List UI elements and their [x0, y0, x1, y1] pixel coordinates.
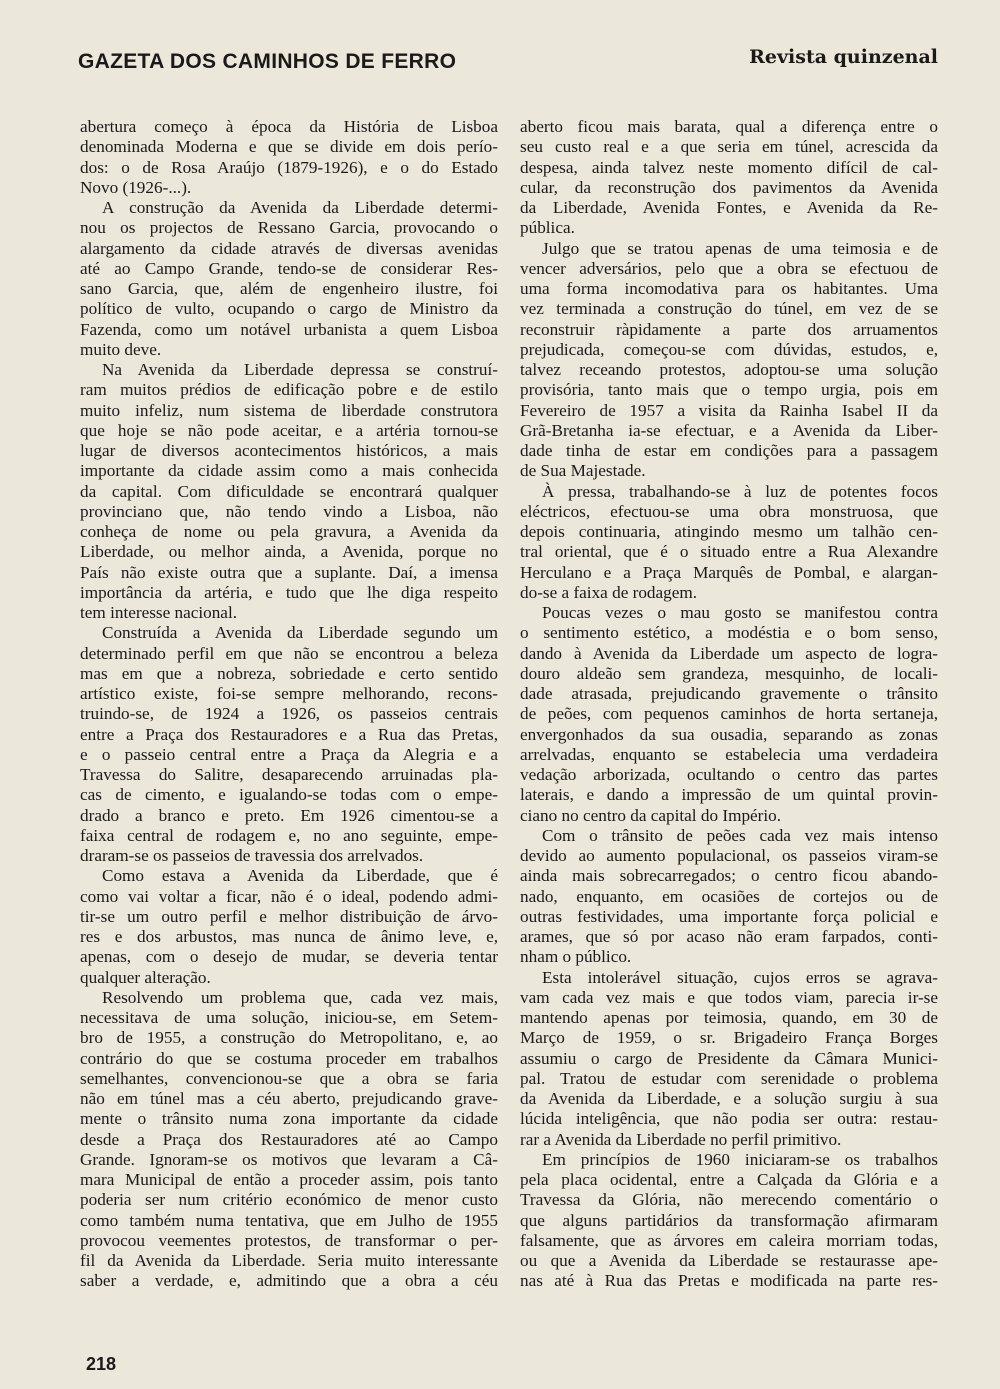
text-line: depois continuaria, atingindo mesmo um talhão cen-: [520, 522, 938, 541]
text-line: saber a verdade, e, admitindo que a obra a céu: [80, 1271, 498, 1291]
text-line: falsamente, que as árvores em caleira morriam todas,: [520, 1230, 938, 1250]
text-line: A construção da Avenida da Liberdade determi-: [102, 198, 498, 217]
text-line: Em princípios de 1960 iniciaram-se os trabalhos: [542, 1149, 938, 1169]
text-line: envergonhados da sua ousadia, separando as zonas: [520, 724, 938, 744]
text-line: Fazenda, como um notável urbanista a quem Lisboa: [80, 319, 498, 339]
text-line: bro de 1955, a construção do Metropolitano, e, ao: [80, 1028, 498, 1048]
text-line: que hoje se não pode aceitar, e a artéria tornou-se: [80, 420, 498, 440]
text-line: muito deve.: [80, 339, 162, 359]
text-line: fil da Avenida da Liberdade. Seria muito interessante: [80, 1251, 498, 1270]
text-line: vez terminada a construção do túnel, em vez de se: [520, 299, 938, 319]
text-line: Grande. Ignoram-se os motivos que levaram a Câ-: [80, 1149, 498, 1169]
text-line: provocou veementes protestos, de transformar o per-: [80, 1230, 498, 1250]
text-line: Liberdade, ou melhor ainda, a Avenida, porque no: [80, 542, 498, 562]
text-line: reconstruir ràpidamente a parte dos arruamentos: [520, 319, 938, 339]
text-line: pública.: [520, 218, 575, 238]
text-line: tral oriental, que é o situado entre a Rua Alexandre: [520, 542, 938, 562]
text-line: abertura começo à época da História de Lisboa: [80, 117, 498, 136]
text-line: sano Garcia, que, além de engenheiro ilustre, foi: [80, 279, 498, 298]
text-line: nham o público.: [520, 947, 632, 967]
text-line: lúcida inteligência, que não podia ser outra: restau-: [520, 1109, 938, 1129]
text-line: ou que a Avenida da Liberdade se restaurasse ape-: [520, 1251, 938, 1270]
text-line: da capital. Com dificuldade se encontrará qualquer: [80, 481, 498, 501]
text-line: dando à Avenida da Liberdade um aspecto de logra-: [520, 643, 938, 663]
text-line: Com o trânsito de peões cada vez mais intenso: [542, 825, 938, 845]
right-text-column: [520, 117, 938, 1292]
text-line: Grã-Bretanha ia-se efectuar, e a Avenida da Liber-: [520, 420, 938, 440]
text-line: vedação arborizada, ocultando o centro das partes: [520, 765, 938, 784]
text-line: provinciano que, não tendo vindo a Lisboa, não: [80, 501, 498, 521]
text-line: douro aldeão sem grandeza, mesquinho, de locali-: [520, 663, 938, 683]
text-line: mantendo apenas por teimosia, quando, em 30 de: [520, 1008, 938, 1027]
text-line: Esta intolerável situação, cujos erros se agrava-: [542, 967, 938, 987]
text-line: arrelvadas, enquanto se estabelecia uma verdadeira: [520, 744, 938, 764]
text-line: eléctricos, efectuou-se uma obra monstruosa, que: [520, 501, 938, 521]
text-line: conheça de nome ou pela gravura, a Avenida da: [80, 522, 498, 541]
text-line: Fevereiro de 1957 a visita da Rainha Isabel II da: [520, 400, 938, 420]
text-line: importância da artéria, e tudo que lhe diga respeito: [80, 582, 498, 602]
text-line: mente o trânsito numa zona importante da cidade: [80, 1109, 498, 1129]
text-line: pela placa ocidental, entre a Calçada da Glória e a: [520, 1170, 938, 1189]
text-line: truindo-se, de 1924 a 1926, os passeios centrais: [80, 704, 498, 724]
text-line: faixa central de rodagem e, no ano seguinte, empe-: [80, 825, 498, 845]
text-line: nas até à Rua das Pretas e modificada na parte res-: [520, 1271, 938, 1291]
text-line: não em túnel mas a céu aberto, prejudicando grave-: [80, 1089, 498, 1108]
text-line: muito infeliz, num sistema de liberdade construtora: [80, 400, 498, 420]
text-line: draram-se os passeios de travessia dos arrelvados.: [80, 846, 424, 865]
text-line: desde a Praça dos Restauradores até ao Campo: [80, 1129, 498, 1149]
text-line: da Avenida da Liberdade, e a solução surgiu à sua: [520, 1089, 938, 1108]
text-line: como também numa tentativa, que em Julho de 1955: [80, 1210, 498, 1230]
text-line: até ao Campo Grande, tendo-se de considerar Res-: [80, 258, 498, 278]
text-line: cas de cimento, e igualando-se todas com o empe-: [80, 785, 498, 805]
text-line: poderia ser num critério económico de menor custo: [80, 1190, 498, 1210]
text-line: Poucas vezes o mau gosto se manifestou contra: [542, 603, 938, 622]
text-line: de peões, com pequenos caminhos de horta sertaneja,: [520, 704, 938, 724]
text-line: do-se a faixa de rodagem.: [520, 582, 698, 602]
text-line: Construída a Avenida da Liberdade segundo um: [102, 623, 498, 643]
text-line: Travessa da Glória, não merecendo comentário o: [520, 1190, 938, 1210]
text-line: tir-se um outro perfil e melhor distribuição de árvo-: [80, 906, 498, 926]
text-line: Como estava a Avenida da Liberdade, que é: [102, 866, 498, 886]
text-line: despesa, ainda talvez neste momento difícil de cal-: [520, 157, 938, 177]
text-line: que alguns partidários da transformação afirmaram: [520, 1210, 938, 1230]
text-line: Travessa do Salitre, desaparecendo arruinadas pla-: [80, 765, 498, 784]
text-line: rar a Avenida da Liberdade no perfil primitivo.: [520, 1129, 842, 1149]
text-line: importante da cidade assim como a mais conhecida: [80, 461, 498, 481]
text-line: dade tinha de estar em condições para a passagem: [520, 441, 938, 460]
text-line: Julgo que se tratou apenas de uma teimosia e de: [542, 238, 938, 258]
text-line: ainda mais sobrecarregados; o centro ficou abando-: [520, 866, 938, 886]
text-line: Na Avenida da Liberdade depressa se construí-: [102, 360, 498, 379]
text-line: da Liberdade, Avenida Fontes, e Avenida da Re-: [520, 198, 938, 217]
text-line: semelhantes, convencionou-se que a obra se faria: [80, 1068, 498, 1088]
text-line: determinado perfil em que não se encontrou a beleza: [80, 643, 498, 663]
text-line: qualquer alteração.: [80, 967, 211, 987]
text-line: ciano no centro da capital do Império.: [520, 805, 782, 825]
text-line: talvez receando protestos, adoptou-se uma solução: [520, 360, 938, 379]
text-line: assumiu o cargo de Presidente da Câmara Munici-: [520, 1048, 938, 1068]
text-line: seu custo real e a que seria em túnel, acrescida da: [520, 137, 938, 157]
text-line: vencer adversários, pelo que a obra se efectuou de: [520, 258, 938, 278]
text-line: apenas, com o desejo de mudar, se deveria tentar: [80, 947, 498, 967]
text-line: Resolvendo um problema que, cada vez mais,: [102, 987, 498, 1007]
text-line: res e dos arbustos, mas nunca de ânimo leve, e,: [80, 927, 498, 946]
text-line: aberto ficou mais barata, qual a diferença entre o: [520, 117, 938, 136]
text-line: e o passeio central entre a Praça da Alegria e a: [80, 744, 498, 764]
text-line: necessitava de uma solução, iniciou-se, em Setem-: [80, 1008, 498, 1027]
text-line: À pressa, trabalhando-se à luz de potentes focos: [542, 481, 938, 501]
text-line: entre a Praça dos Restauradores e a Rua das Pretas,: [80, 724, 498, 744]
text-line: provisória, tanto mais que o tempo urgia, pois em: [520, 380, 938, 400]
text-line: País não existe outra que a suplante. Daí, a imensa: [80, 562, 498, 582]
text-line: mas em que a nobreza, sobriedade e certo sentido: [80, 663, 498, 683]
publication-subtitle: Revista quinzenal: [749, 46, 938, 68]
text-line: uma forma incomodativa para os habitantes. Uma: [520, 279, 938, 298]
text-line: Novo (1926-...).: [80, 177, 192, 197]
page-number: 218: [86, 1354, 117, 1374]
text-line: vam cada vez mais e que todos viam, parecia ir-se: [520, 987, 938, 1007]
text-line: nou os projectos de Ressano Garcia, provocando o: [80, 218, 498, 238]
text-line: drado a branco e preto. Em 1926 cimentou-se a: [80, 805, 498, 825]
text-line: denominada Moderna e que se divide em dois perío-: [80, 137, 498, 157]
text-line: dade atrasada, prejudicando gravemente o trânsito: [520, 684, 938, 703]
text-line: lugar de diversos acontecimentos históricos, a mais: [80, 441, 498, 460]
left-text-column: [80, 117, 498, 1292]
text-line: nado, enquanto, em ocasiões de cortejos ou de: [520, 886, 938, 906]
publication-title: GAZETA DOS CAMINHOS DE FERRO: [78, 50, 457, 73]
text-line: mara Municipal de então a proceder assim, pois tanto: [80, 1170, 498, 1189]
text-line: dos: o de Rosa Araújo (1879-1926), e o do Estado: [80, 157, 498, 177]
text-line: o sentimento estético, a modéstia e o bom senso,: [520, 623, 938, 643]
text-line: Março de 1959, o sr. Brigadeiro França Borges: [520, 1028, 938, 1048]
text-line: alargamento da cidade através de diversas avenidas: [80, 238, 498, 258]
text-line: artístico existe, foi-se sempre melhorando, recons-: [80, 684, 498, 703]
text-line: prejudicada, começou-se com dúvidas, estudos, e,: [520, 339, 938, 359]
page-header: [78, 44, 938, 84]
text-line: outras festividades, uma importante força policial e: [520, 906, 938, 926]
text-line: ram muitos prédios de edificação pobre e de estilo: [80, 380, 498, 400]
text-line: como vai voltar a ficar, não é o ideal, podendo admi-: [80, 886, 498, 906]
text-line: laterais, e dando a impressão de um quintal provin-: [520, 785, 938, 805]
text-line: Herculano e a Praça Marquês de Pombal, e alargan-: [520, 562, 938, 582]
text-line: devido ao aumento populacional, os passeios viram-se: [520, 846, 938, 865]
text-line: arames, que só por acaso não eram farpados, conti-: [520, 927, 938, 946]
text-line: pal. Tratou de estudar com serenidade o problema: [520, 1068, 938, 1088]
text-line: cular, da reconstrução dos pavimentos da Avenida: [520, 177, 938, 197]
text-line: contrário do que se costuma proceder em trabalhos: [80, 1048, 498, 1068]
text-line: tem interesse nacional.: [80, 603, 238, 622]
text-line: político de vulto, ocupando o cargo de Ministro da: [80, 299, 498, 319]
text-line: de Sua Majestade.: [520, 461, 646, 481]
